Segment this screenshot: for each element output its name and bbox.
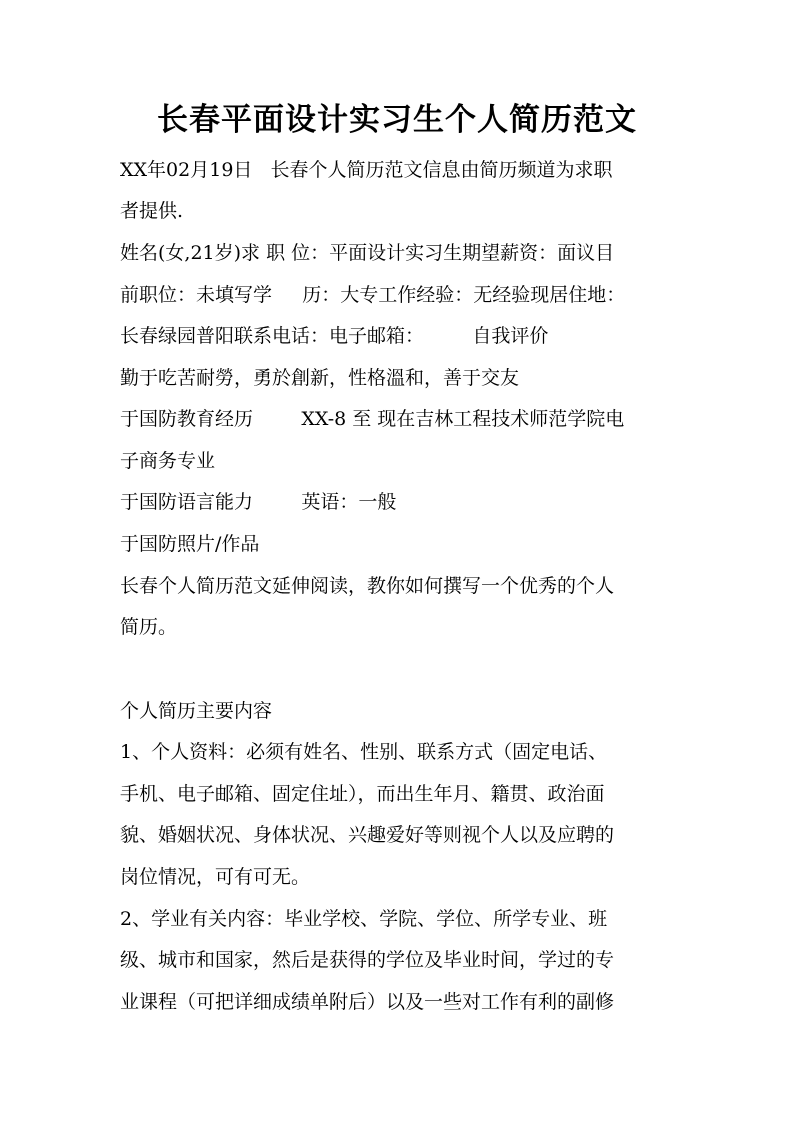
text-line: 长春绿园普阳联系电话：电子邮箱： 自我评价 (120, 325, 549, 347)
text-line: XX年02月19日 长春个人简历范文信息由简历频道为求职 (120, 159, 613, 181)
section-heading: 个人简历主要内容 (120, 700, 273, 722)
text-line: 姓名(女,21岁)求 职 位：平面设计实习生期望薪资：面议目 (120, 242, 615, 264)
text-line: 于国防语言能力 英语：一般 (120, 491, 397, 513)
text-line: 长春个人简历范文延伸阅读，教你如何撰写一个优秀的个人 (120, 575, 615, 597)
text-line: 岗位情况，可有可无。 (120, 866, 311, 888)
text-line: 1、个人资料：必须有姓名、性别、联系方式（固定电话、 (120, 741, 608, 763)
text-line: 简历。 (120, 616, 178, 638)
text-line: 子商务专业 (120, 450, 216, 472)
text-line: 手机、电子邮箱、固定住址），而出生年月、籍贯、政治面 (120, 783, 605, 805)
text-line: 貌、婚姻状况、身体状况、兴趣爱好等则视个人以及应聘的 (120, 824, 615, 846)
text-line: 2、学业有关内容：毕业学校、学院、学位、所学专业、班 (120, 908, 608, 930)
text-line: 者提供. (120, 200, 184, 222)
text-line: 勤于吃苦耐勞，勇於創新，性格溫和，善于交友 (120, 367, 520, 389)
text-line: 前职位：未填写学 历：大专工作经验：无经验现居住地： (120, 284, 626, 306)
text-line: 业课程（可把详细成绩单附后）以及一些对工作有利的副修 (120, 991, 615, 1013)
text-line: 级、城市和国家，然后是获得的学位及毕业时间，学过的专 (120, 949, 615, 971)
document-title: 长春平面设计实习生个人简历范文 (157, 102, 637, 138)
text-line: 于国防照片/作品 (120, 533, 260, 555)
text-line: 于国防教育经历 XX-8 至 现在吉林工程技术师范学院电 (120, 408, 625, 430)
